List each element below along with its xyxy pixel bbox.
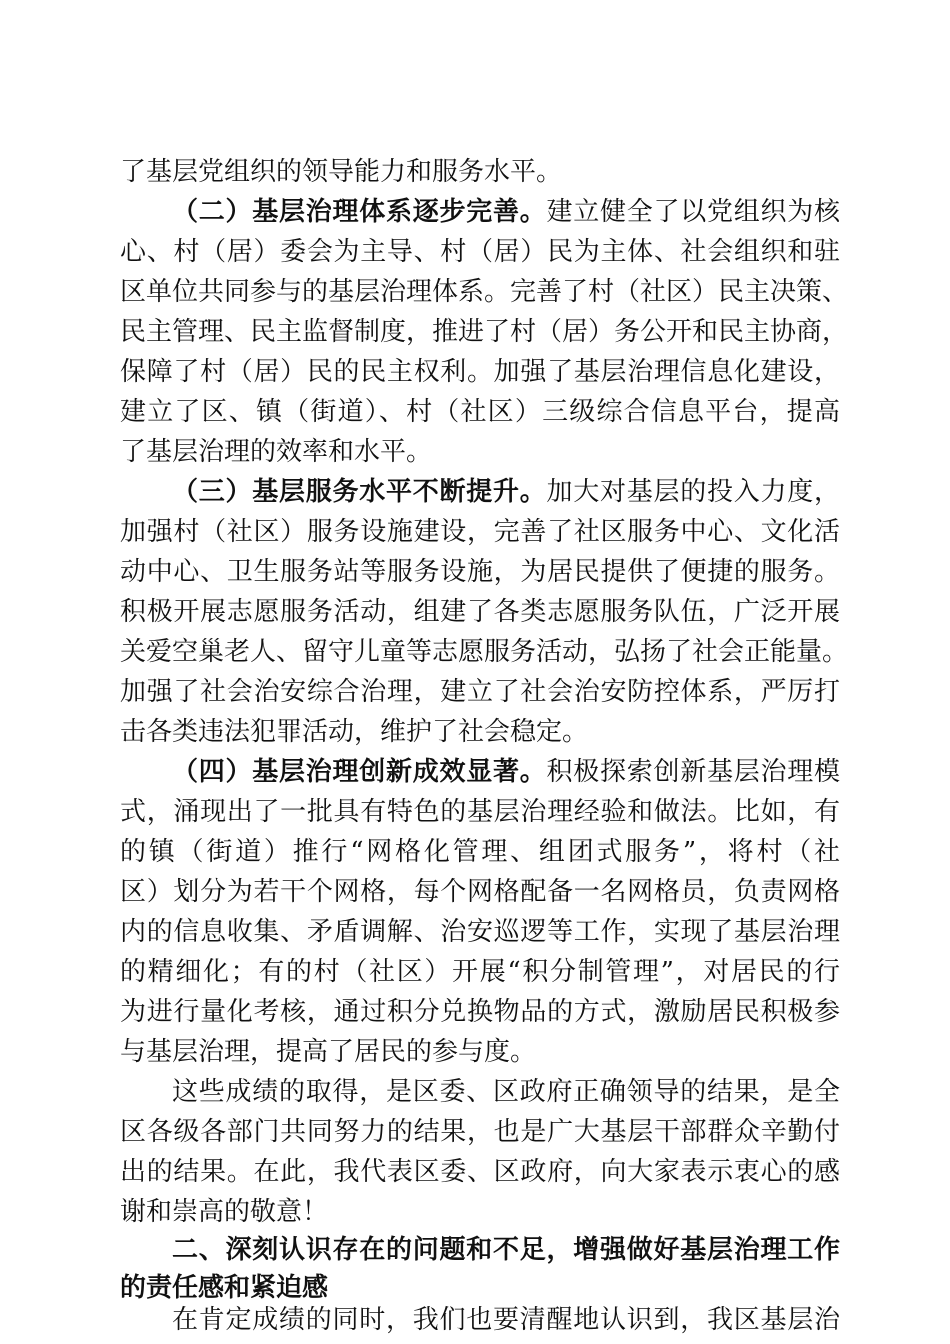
paragraph-line: 区单位共同参与的基层治理体系。完善了村（社区）民主决策、 xyxy=(120,277,849,307)
section-lead: （四）基层治理创新成效显著。 xyxy=(172,757,547,787)
paragraph-line: 这些成绩的取得，是区委、区政府正确领导的结果，是全 xyxy=(172,1077,840,1107)
paragraph-text: 积极探索创新基层治理模 xyxy=(546,757,840,787)
paragraph-line: 建立了区、镇（街道）、村（社区）三级综合信息平台，提高 xyxy=(120,397,840,427)
paragraph-lead-line xyxy=(172,192,840,232)
paragraph-line: 保障了村（居）民的民主权利。加强了基层治理信息化建设， xyxy=(120,357,840,387)
section-heading: 的责任感和紧迫感 xyxy=(120,1273,329,1303)
paragraph-line: 民主管理、民主监督制度，推进了村（居）务公开和民主协商， xyxy=(120,317,849,347)
paragraph-line: 与基层治理，提高了居民的参与度。 xyxy=(120,1037,537,1067)
paragraph-text: 建立健全了以党组织为核 xyxy=(546,197,840,227)
paragraph-line: 关爱空巢老人、留守儿童等志愿服务活动，弘扬了社会正能量。 xyxy=(120,637,849,667)
paragraph-line: 击各类违法犯罪活动，维护了社会稳定。 xyxy=(120,717,589,747)
paragraph-line: 内的信息收集、矛盾调解、治安巡逻等工作，实现了基层治理 xyxy=(120,917,840,947)
paragraph-line: 在肯定成绩的同时，我们也要清醒地认识到，我区基层治 xyxy=(172,1305,840,1335)
section-lead: （二）基层治理体系逐步完善。 xyxy=(172,197,547,227)
paragraph-lead-line xyxy=(172,752,840,792)
paragraph-line: 动中心、卫生服务站等服务设施，为居民提供了便捷的服务。 xyxy=(120,557,840,587)
paragraph-line: 谢和崇高的敬意！ xyxy=(120,1197,329,1227)
paragraph-line: 加强了社会治安综合治理，建立了社会治安防控体系，严厉打 xyxy=(120,677,840,707)
paragraph-text: 加大对基层的投入力度， xyxy=(546,477,840,507)
paragraph-line: 式，涌现出了一批具有特色的基层治理经验和做法。比如，有 xyxy=(120,797,840,827)
paragraph-line: 区）划分为若干个网格，每个网格配备一名网格员，负责网格 xyxy=(120,877,840,907)
paragraph-line: 的镇（街道）推行“网格化管理、组团式服务”，将村（社 xyxy=(120,837,840,867)
paragraph-line: 心、村（居）委会为主导、村（居）民为主体、社会组织和驻 xyxy=(120,237,840,267)
section-lead: （三）基层服务水平不断提升。 xyxy=(172,477,547,507)
paragraph-line: 加强村（社区）服务设施建设，完善了社区服务中心、文化活 xyxy=(120,517,840,547)
paragraph-line: 出的结果。在此，我代表区委、区政府，向大家表示衷心的感 xyxy=(120,1157,840,1187)
paragraph-line: 了基层党组织的领导能力和服务水平。 xyxy=(120,157,563,187)
paragraph-line: 了基层治理的效率和水平。 xyxy=(120,437,433,467)
paragraph-lead-line xyxy=(172,472,840,512)
paragraph-line: 区各级各部门共同努力的结果，也是广大基层干部群众辛勤付 xyxy=(120,1117,840,1147)
paragraph-line: 的精细化；有的村（社区）开展“积分制管理”，对居民的行 xyxy=(120,957,840,987)
paragraph-line: 积极开展志愿服务活动，组建了各类志愿服务队伍，广泛开展 xyxy=(120,597,840,627)
section-heading: 二、深刻认识存在的问题和不足，增强做好基层治理工作 xyxy=(172,1235,840,1265)
paragraph-line: 为进行量化考核，通过积分兑换物品的方式，激励居民积极参 xyxy=(120,997,840,1027)
